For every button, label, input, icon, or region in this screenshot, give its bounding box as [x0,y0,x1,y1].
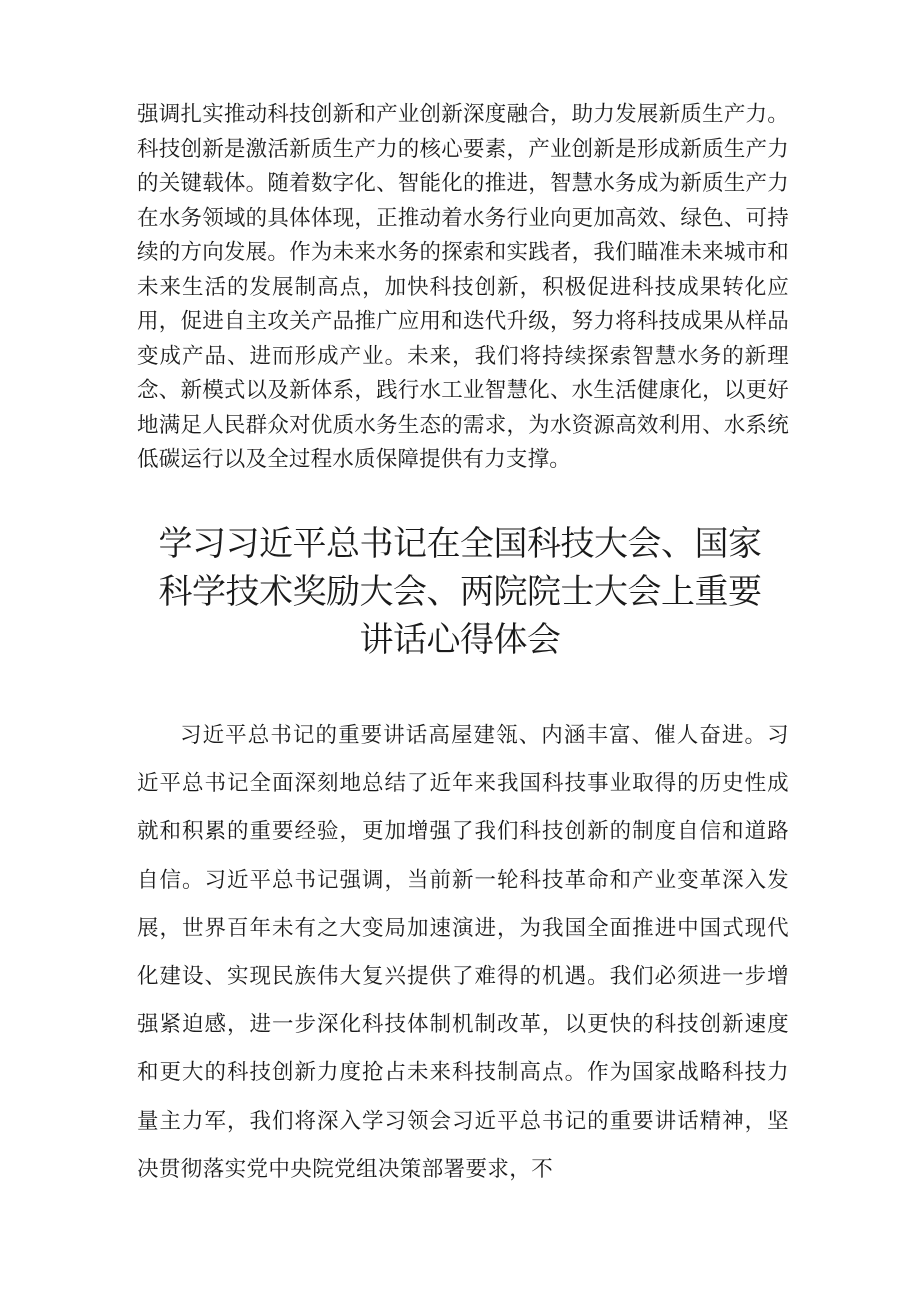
body-paragraph: 习近平总书记的重要讲话高屋建瓴、内涵丰富、催人奋进。习近平总书记全面深刻地总结了近年来我国科技事业取得的历史性成就和积累的重要经验，更加增强了我们科技创新的制度自信和道路自信。习近平总书记强调，当前新一轮科技革命和产业变革深入发展，世界百年未有之大变局加速演进，为我国全面推进中国式现代化建设、实现民族伟大复兴提供了难得的机遇。我们必须进一步增强紧迫感，进一步深化科技体制机制改革，以更快的科技创新速度和更大的科技创新力度抢占未来科技制高点。作为国家战略科技力量主力军，我们将深入学习领会习近平总书记的重要讲话精神，坚决贯彻落实党中央院党组决策部署要求，不 [137,723,789,1182]
top-paragraph: 强调扎实推动科技创新和产业创新深度融合，助力发展新质生产力。科技创新是激活新质生产力的核心要素，产业创新是形成新质生产力的关键载体。随着数字化、智能化的推进，智慧水务成为新质生产力在水务领域的具体体现，正推动着水务行业向更加高效、绿色、可持续的方向发展。作为未来水务的探索和实践者，我们瞄准未来城市和未来生活的发展制高点，加快科技创新，积极促进科技成果转化应用，促进自主攻关产品推广应用和迭代升级，努力将科技成果从样品变成产品、进而形成产业。未来，我们将持续探索智慧水务的新理念、新模式以及新体系，践行水工业智慧化、水生活健康化，以更好地满足人民群众对优质水务生态的需求，为水资源高效利用、水系统低碳运行以及全过程水质保障提供有力支撑。 [137,102,789,472]
title-line-1: 学习习近平总书记在全国科技大会、国家 [158,524,762,564]
title-line-3: 讲话心得体会 [359,620,561,660]
title-line-2: 科学技术奖励大会、两院院士大会上重要 [158,572,762,612]
article-title [120,520,800,664]
